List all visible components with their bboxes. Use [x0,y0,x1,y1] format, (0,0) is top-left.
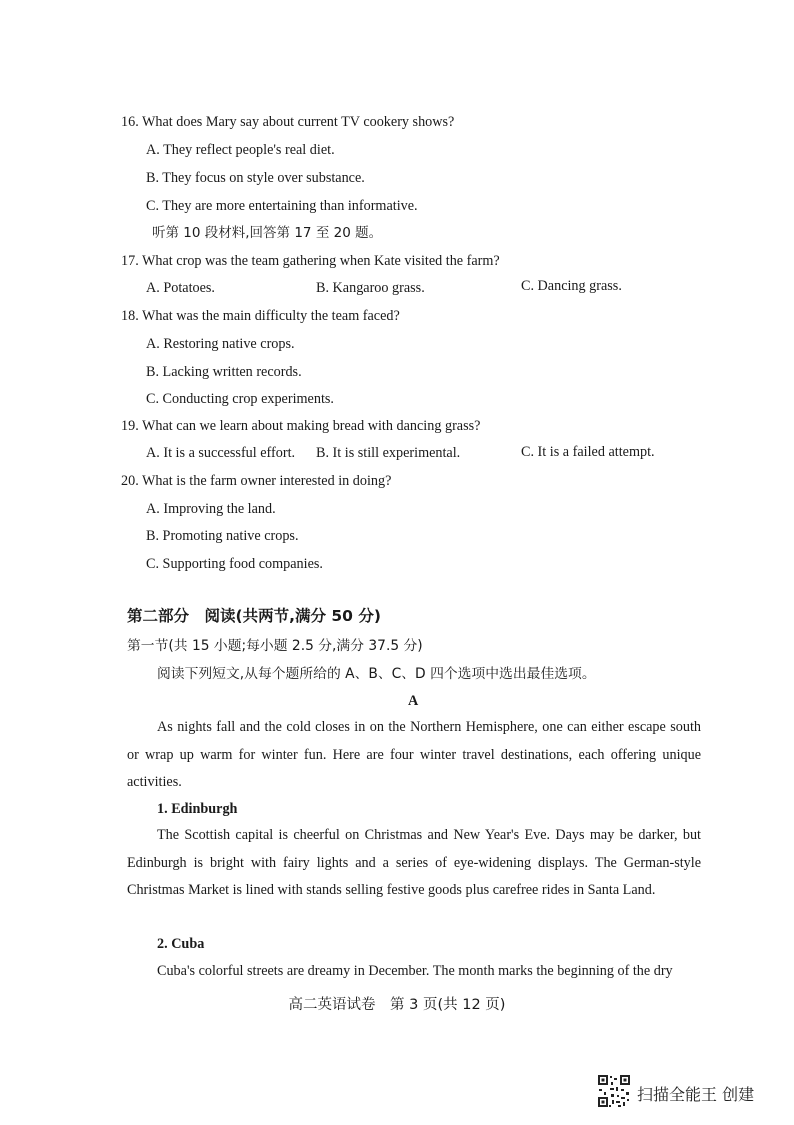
q16-option-b: B. They focus on style over substance. [146,170,365,186]
q17-option-c: C. Dancing grass. [521,278,622,294]
q20-option-c: C. Supporting food companies. [146,556,323,572]
question-18: 18. What was the main difficulty the team faced? [121,308,400,324]
section-one-title: 第一节(共 15 小题;每小题 2.5 分,满分 37.5 分) [127,638,423,654]
question-17: 17. What crop was the team gathering when Kate visited the farm? [121,253,500,269]
heading-cuba: 2. Cuba [157,936,205,952]
q17-option-b: B. Kangaroo grass. [316,280,425,296]
q20-option-b: B. Promoting native crops. [146,528,299,544]
part-two-title: 第二部分 阅读(共两节,满分 50 分) [127,607,381,625]
question-20: 20. What is the farm owner interested in doing? [121,473,392,489]
qr-code-icon [597,1074,631,1108]
page-footer: 高二英语试卷 第 3 页(共 12 页) [288,997,506,1013]
q19-option-b: B. It is still experimental. [316,445,461,461]
scanner-watermark-text: 扫描全能王 创建 [637,1085,755,1104]
q19-option-a: A. It is a successful effort. [146,445,296,461]
q19-option-c: C. It is a failed attempt. [521,444,655,460]
reading-instruction: 阅读下列短文,从每个题所给的 A、B、C、D 四个选项中选出最佳选项。 [157,666,596,682]
paragraph-edinburgh: The Scottish capital is cheerful on Christmas and New Year's Eve. Days may be darker, but Edinburgh is bright with fairy lights and a series of eye-widening displays. The German-style Christmas Market is lined with stands selling festive goods plus carefree rides in Santa Land. [127,827,701,898]
q20-option-a: A. Improving the land. [146,501,276,517]
q18-option-a: A. Restoring native crops. [146,336,295,352]
listening-instruction: 听第 10 段材料,回答第 17 至 20 题。 [152,225,383,241]
passage-label: A [408,693,419,709]
q18-option-c: C. Conducting crop experiments. [146,391,334,407]
q16-option-a: A. They reflect people's real diet. [146,142,335,158]
q17-option-a: A. Potatoes. [146,280,215,296]
q18-option-b: B. Lacking written records. [146,364,302,380]
paragraph-cuba: Cuba's colorful streets are dreamy in December. The month marks the beginning of the dry [157,963,673,979]
q16-option-c: C. They are more entertaining than informative. [146,198,418,214]
heading-edinburgh: 1. Edinburgh [157,801,238,817]
question-19: 19. What can we learn about making bread with dancing grass? [121,418,481,434]
passage-intro: As nights fall and the cold closes in on the Northern Hemisphere, one can either escape south or wrap up warm for winter fun. Here are four winter travel destinations, each offering unique activities. [127,719,701,790]
question-16: 16. What does Mary say about current TV cookery shows? [121,114,455,130]
